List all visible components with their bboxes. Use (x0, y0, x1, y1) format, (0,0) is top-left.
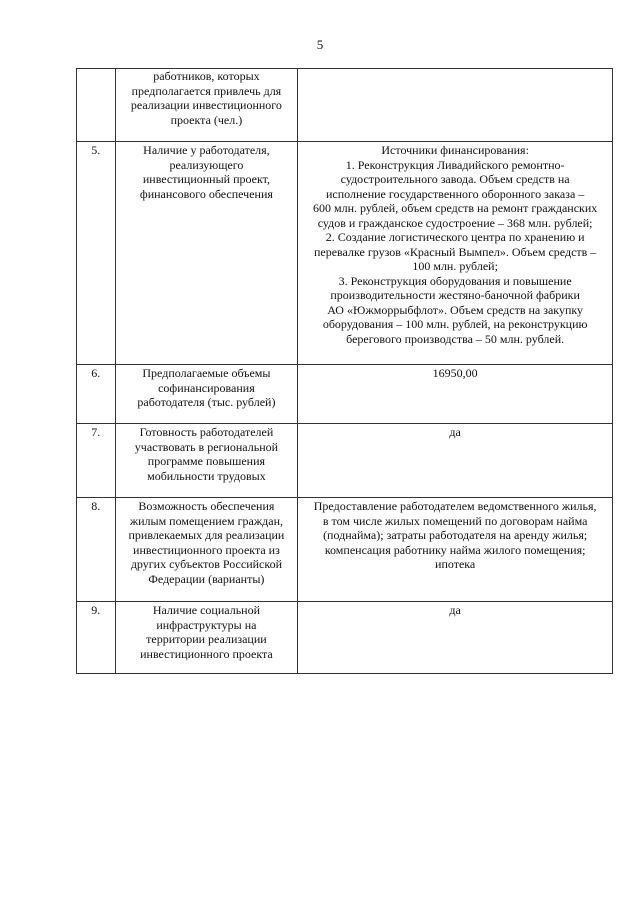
value-line: 600 млн. рублей, объем средств на ремонт гражданских (312, 201, 598, 215)
data-table (76, 68, 613, 674)
label-line: других субъектов Российской (130, 557, 283, 571)
row-number-cell: 5. (77, 142, 116, 365)
label-line: территории реализации (146, 632, 267, 646)
value-line: АО «Южморрыбфлот». Объем средств на закупку (327, 302, 584, 317)
label-line: Предполагаемые объемы (142, 366, 271, 380)
value-line: оборудования – 100 млн. рублей, на реконструкцию (322, 317, 588, 331)
value-line: в том числе жилых помещений по договорам найма (322, 513, 588, 528)
row-number-cell: 8. (77, 498, 116, 602)
label-line: инвестиционного проекта (140, 646, 273, 661)
value-line: 1. Реконструкция Ливадийского ремонтно- (345, 157, 565, 172)
label-line: Готовность работодателей (139, 425, 274, 439)
label-line: программе повышения (147, 454, 266, 468)
row-number-cell: 6. (77, 365, 116, 424)
row-number-cell (77, 69, 116, 142)
row-value-cell (298, 602, 613, 674)
label-line: участвовать в региональной (134, 439, 279, 454)
table-row (77, 498, 613, 602)
label-line: Наличие социальной (152, 603, 261, 617)
label-line: софинансирования (158, 380, 255, 395)
value-line: компенсация работнику найма жилого помещения; (324, 542, 586, 557)
label-line: предполагается привлечь для (131, 83, 282, 98)
label-line: реализации инвестиционного (130, 98, 282, 112)
label-line: инвестиционный проект, (142, 172, 270, 186)
row-value-cell (298, 498, 613, 602)
value-line: 3. Реконструкция оборудования и повышение (338, 273, 572, 288)
label-line: проекта (чел.) (170, 112, 243, 127)
value-line: 16950,00 (432, 366, 478, 380)
label-line: инфраструктуры на (156, 617, 257, 632)
label-line: Возможность обеспечения (138, 499, 275, 513)
value-line: судов и гражданское судостроение – 368 млн. рублей; (317, 215, 593, 230)
row-value-cell (298, 142, 613, 365)
value-line: перевалке грузов «Красный Вымпел». Объем средств – (313, 244, 597, 259)
row-number-cell: 7. (77, 424, 116, 498)
label-line: инвестиционного проекта из (133, 542, 280, 557)
value-line: да (449, 425, 461, 439)
label-line: мобильности трудовых (147, 468, 266, 483)
row-value-cell (298, 365, 613, 424)
table-row (77, 142, 613, 365)
page-number: 5 (316, 37, 324, 52)
label-line: жилым помещением граждан, (129, 513, 284, 528)
value-line: судостроительного завода. Объем средств на (340, 172, 570, 186)
table-row (77, 365, 613, 424)
label-line: реализующего (169, 157, 244, 172)
value-line: берегового производства – 50 млн. рублей. (346, 331, 565, 346)
value-line: да (449, 603, 461, 617)
table-row (77, 424, 613, 498)
value-line: (поднайма); затраты работодателя на аренду жилья; (323, 528, 588, 542)
label-line: работодателя (тыс. рублей) (137, 395, 276, 409)
row-label-cell (115, 424, 298, 498)
label-line: Федерации (варианты) (148, 571, 265, 586)
row-label-cell (115, 142, 298, 365)
label-line: привлекаемых для реализации (128, 528, 285, 542)
row-label-cell (115, 602, 298, 674)
value-line: 100 млн. рублей; (412, 259, 498, 273)
label-line: работников, которых (153, 69, 260, 83)
table-row (77, 602, 613, 674)
value-line: Источники финансирования: (381, 143, 529, 157)
row-label-cell (115, 365, 298, 424)
value-line: ипотека (435, 557, 476, 571)
row-value-cell (298, 424, 613, 498)
label-line: финансового обеспечения (139, 186, 273, 201)
row-label-cell (115, 69, 298, 142)
row-label-cell (115, 498, 298, 602)
row-number-cell: 9. (77, 602, 116, 674)
value-line: исполнение государственного оборонного заказа – (325, 186, 585, 201)
value-line: Предоставление работодателем ведомственного жилья, (313, 499, 597, 513)
label-line: Наличие у работодателя, (143, 143, 270, 157)
table-row (77, 69, 613, 142)
row-value-cell (298, 69, 613, 142)
value-line: 2. Создание логистического центра по хранению и (325, 230, 585, 244)
value-line: производительности жестяно-баночной фабрики (330, 288, 580, 302)
